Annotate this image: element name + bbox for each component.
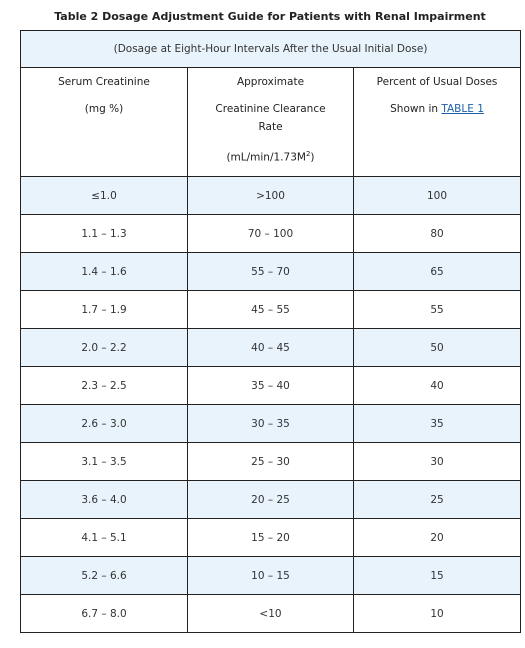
header-clearance-unit-end: ) <box>310 151 315 164</box>
table-body <box>21 177 521 633</box>
cell-serum-creatinine: 2.6 – 3.0 <box>21 405 188 443</box>
table-row <box>21 481 521 519</box>
cell-serum-creatinine: 3.1 – 3.5 <box>21 443 188 481</box>
table-row <box>21 367 521 405</box>
table-row <box>21 595 521 633</box>
cell-creatinine-clearance: 25 – 30 <box>188 443 354 481</box>
cell-serum-creatinine: 1.1 – 1.3 <box>21 215 188 253</box>
table1-link[interactable]: TABLE 1 <box>441 103 484 115</box>
cell-creatinine-clearance: 45 – 55 <box>188 291 354 329</box>
cell-serum-creatinine: 2.3 – 2.5 <box>21 367 188 405</box>
header-clearance-unit-main: (mL/min/1.73M <box>226 151 306 164</box>
header-clearance-unit <box>188 146 353 166</box>
cell-creatinine-clearance: 35 – 40 <box>188 367 354 405</box>
table-row <box>21 253 521 291</box>
cell-creatinine-clearance: 20 – 25 <box>188 481 354 519</box>
table-row <box>21 557 521 595</box>
cell-percent-dose: 10 <box>354 595 521 633</box>
table-row <box>21 177 521 215</box>
cell-percent-dose: 50 <box>354 329 521 367</box>
cell-creatinine-clearance: <10 <box>188 595 354 633</box>
cell-percent-dose: 20 <box>354 519 521 557</box>
cell-serum-creatinine: 4.1 – 5.1 <box>21 519 188 557</box>
cell-percent-dose: 80 <box>354 215 521 253</box>
header-clearance-line2: Creatinine Clearance <box>215 103 326 115</box>
cell-percent-dose: 35 <box>354 405 521 443</box>
header-percent-line2 <box>354 101 520 117</box>
cell-percent-dose: 100 <box>354 177 521 215</box>
cell-creatinine-clearance: 55 – 70 <box>188 253 354 291</box>
cell-serum-creatinine: 1.4 – 1.6 <box>21 253 188 291</box>
cell-creatinine-clearance: 30 – 35 <box>188 405 354 443</box>
header-percent-prefix: Shown in <box>390 103 439 115</box>
cell-serum-creatinine: 1.7 – 1.9 <box>21 291 188 329</box>
cell-percent-dose: 65 <box>354 253 521 291</box>
table-row <box>21 405 521 443</box>
header-creatinine-clearance <box>188 68 354 177</box>
cell-creatinine-clearance: 70 – 100 <box>188 215 354 253</box>
table-caption-row <box>21 31 521 68</box>
table-title: Table 2 Dosage Adjustment Guide for Patients with Renal Impairment <box>54 10 486 23</box>
cell-percent-dose: 25 <box>354 481 521 519</box>
cell-serum-creatinine: 2.0 – 2.2 <box>21 329 188 367</box>
header-percent-line1: Percent of Usual Doses <box>376 76 498 88</box>
cell-percent-dose: 40 <box>354 367 521 405</box>
cell-serum-creatinine: 3.6 – 4.0 <box>21 481 188 519</box>
table-row <box>21 443 521 481</box>
cell-creatinine-clearance: 15 – 20 <box>188 519 354 557</box>
cell-serum-creatinine: 5.2 – 6.6 <box>21 557 188 595</box>
cell-creatinine-clearance: >100 <box>188 177 354 215</box>
cell-creatinine-clearance: 40 – 45 <box>188 329 354 367</box>
cell-serum-creatinine: ≤1.0 <box>21 177 188 215</box>
cell-creatinine-clearance: 10 – 15 <box>188 557 354 595</box>
header-percent-usual-doses <box>354 68 521 177</box>
header-clearance-line1: Approximate <box>236 76 305 88</box>
table-row <box>21 329 521 367</box>
table-row <box>21 519 521 557</box>
header-serum-creatinine-unit: (mg %) <box>84 103 124 115</box>
table-row <box>21 291 521 329</box>
header-clearance-line3: Rate <box>258 121 283 133</box>
cell-serum-creatinine: 6.7 – 8.0 <box>21 595 188 633</box>
dosage-table <box>20 30 521 633</box>
header-clearance-unit-sup: 2 <box>305 150 311 158</box>
table-header-row <box>21 68 521 177</box>
table-caption: (Dosage at Eight-Hour Intervals After the Usual Initial Dose) <box>21 31 521 68</box>
table-row <box>21 215 521 253</box>
cell-percent-dose: 15 <box>354 557 521 595</box>
header-serum-creatinine <box>21 68 188 177</box>
cell-percent-dose: 55 <box>354 291 521 329</box>
header-serum-creatinine-label: Serum Creatinine <box>58 76 150 88</box>
cell-percent-dose: 30 <box>354 443 521 481</box>
